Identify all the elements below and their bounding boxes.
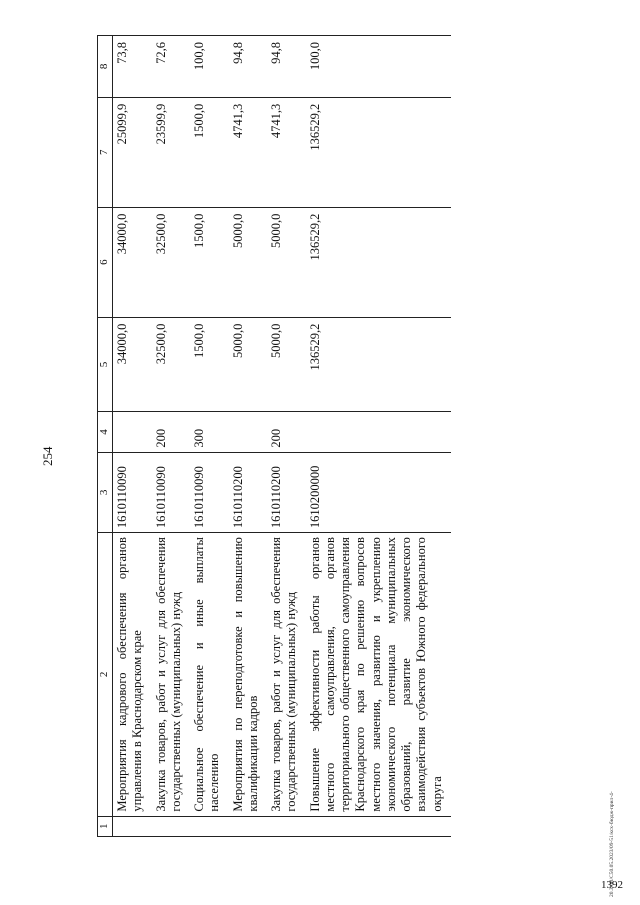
- item-name-cell: Закупка товаров, работ и услуг для обеспечения государственных (муниципальных) нужд: [267, 533, 306, 816]
- item-name-cell: Социальное обеспечение и иные выплаты населению: [190, 533, 229, 816]
- target-article-cell: 1610110090: [152, 452, 191, 532]
- header-col-1: 1: [98, 816, 113, 836]
- item-name-cell: Закупка товаров, работ и услуг для обеспечения государственных (муниципальных) нужд: [152, 533, 191, 816]
- value-col7-cell: 4741,3: [229, 97, 268, 207]
- item-name-cell: Мероприятия кадрового обеспечения органов управления в Краснодарском крае: [113, 533, 152, 816]
- target-article-cell: 1610110200: [229, 452, 268, 532]
- value-col7-cell: 1500,0: [190, 97, 229, 207]
- value-col5-cell: 1500,0: [190, 317, 229, 412]
- expense-type-cell: [306, 412, 451, 452]
- row-number-cell: [190, 816, 229, 836]
- page-number: 254: [40, 446, 55, 466]
- header-row: [98, 36, 113, 837]
- header-col-7: 7: [98, 97, 113, 207]
- value-col6-cell: 1500,0: [190, 207, 229, 317]
- row-number-cell: [267, 816, 306, 836]
- target-article-cell: 1610110200: [267, 452, 306, 532]
- value-col5-cell: 32500,0: [152, 317, 191, 412]
- row-number-cell: [113, 816, 152, 836]
- header-col-6: 6: [98, 207, 113, 317]
- percent-cell: 94,8: [267, 36, 306, 98]
- percent-cell: 73,8: [113, 36, 152, 98]
- percent-cell: 72,6: [152, 36, 191, 98]
- row-number-cell: [152, 816, 191, 836]
- header-col-4: 4: [98, 412, 113, 452]
- header-col-8: 8: [98, 36, 113, 98]
- header-col-5: 5: [98, 317, 113, 412]
- header-col-3: 3: [98, 452, 113, 532]
- value-col5-cell: 34000,0: [113, 317, 152, 412]
- budget-table: [97, 35, 451, 837]
- value-col7-cell: 4741,3: [267, 97, 306, 207]
- expense-type-cell: 200: [267, 412, 306, 452]
- table-row: [190, 36, 229, 837]
- table-row: [229, 36, 268, 837]
- percent-cell: 94,8: [229, 36, 268, 98]
- expense-type-cell: 300: [190, 412, 229, 452]
- expense-type-cell: [113, 412, 152, 452]
- value-col7-cell: 136529,2: [306, 97, 451, 207]
- value-col6-cell: 5000,0: [229, 207, 268, 317]
- table-row: [113, 36, 152, 837]
- value-col7-cell: 23599,9: [152, 97, 191, 207]
- table-body: [113, 36, 451, 837]
- value-col6-cell: 34000,0: [113, 207, 152, 317]
- header-col-2: 2: [98, 533, 113, 816]
- table-row: [306, 36, 451, 837]
- expense-type-cell: [229, 412, 268, 452]
- value-col5-cell: 5000,0: [267, 317, 306, 412]
- row-number-cell: [306, 816, 451, 836]
- item-name-cell: Мероприятия по переподготовке и повышению квалификации кадров: [229, 533, 268, 816]
- value-col5-cell: 136529,2: [306, 317, 451, 412]
- value-col6-cell: 5000,0: [267, 207, 306, 317]
- value-col6-cell: 32500,0: [152, 207, 191, 317]
- budget-table-container: [97, 29, 537, 837]
- item-name-cell: Повышение эффективности работы органов местного самоуправления, органов территориального общественного самоуправления Краснодарского края по решению вопросов местного значения, развитию и укреплению экономического потенциала муниципальных образований, развитие экономического взаимодействия субъектов Южного федерального округа: [306, 533, 451, 816]
- target-article-cell: 1610110090: [190, 452, 229, 532]
- target-article-cell: 1610110090: [113, 452, 152, 532]
- value-col6-cell: 136529,2: [306, 207, 451, 317]
- value-col7-cell: 25099,9: [113, 97, 152, 207]
- percent-cell: 100,0: [190, 36, 229, 98]
- table-row: [267, 36, 306, 837]
- percent-cell: 100,0: [306, 36, 451, 98]
- footer-code: 20.3/0B/C50.05.2023/09-51/ксх-бюдж-прил-4-: [609, 791, 615, 897]
- sheet-number: 1392: [601, 879, 623, 891]
- expense-type-cell: 200: [152, 412, 191, 452]
- target-article-cell: 1610200000: [306, 452, 451, 532]
- table-row: [152, 36, 191, 837]
- value-col5-cell: 5000,0: [229, 317, 268, 412]
- row-number-cell: [229, 816, 268, 836]
